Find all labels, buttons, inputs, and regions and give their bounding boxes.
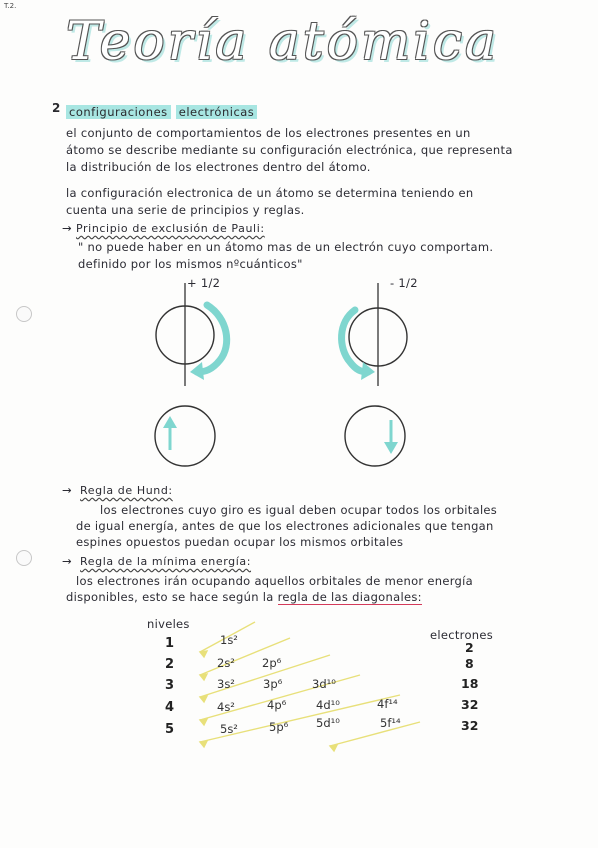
electrons-4: 32 <box>461 697 479 712</box>
electrons-header: electrones <box>430 628 494 642</box>
intro-line-1: el conjunto de comportamientos de los electrones presentes en un <box>66 126 471 140</box>
pauli-arrow: → <box>62 221 72 235</box>
electrons-2: 8 <box>465 656 474 671</box>
electron-spin-down <box>345 406 405 466</box>
para2-line-1: la configuración electronica de un átomo se determina teniendo en <box>66 186 474 200</box>
min-energy-arrow: → <box>62 554 72 568</box>
hund-text-3: espines opuestos puedan ocupar los mismos orbitales <box>76 535 404 549</box>
pauli-text-1: " no puede haber en un átomo mas de un electrón cuyo comportam. <box>78 240 494 254</box>
pauli-text-2: definido por los mismos nºcuánticos" <box>78 257 303 271</box>
electrons-5: 32 <box>461 718 479 733</box>
level-1: 1 <box>165 636 175 651</box>
orbital-5d: 5d¹⁰ <box>316 716 340 730</box>
orbital-3p: 3p⁶ <box>263 677 283 691</box>
level-3: 3 <box>165 678 175 693</box>
hund-arrow: → <box>62 483 72 497</box>
spin-down-circle <box>342 283 407 386</box>
pauli-title: Principio de exclusión de Pauli: <box>76 222 265 235</box>
electrons-1: 2 <box>465 640 474 655</box>
section-heading-word1: configuraciones <box>66 105 171 119</box>
level-2: 2 <box>165 657 175 672</box>
spin-minus-label: - 1/2 <box>390 276 418 290</box>
orbital-4p: 4p⁶ <box>267 698 287 712</box>
section-number: 2 <box>52 101 61 115</box>
level-5: 5 <box>165 722 175 737</box>
intro-line-3: la distribución de los electrones dentro del átomo. <box>66 160 371 174</box>
para2-line-2: cuenta una serie de principios y reglas. <box>66 203 305 217</box>
spin-plus-label: + 1/2 <box>187 276 221 290</box>
orbital-2p: 2p⁶ <box>262 656 282 670</box>
intro-line-2: átomo se describe mediante su configuración electrónica, que representa <box>66 143 513 157</box>
page-number: T.2. <box>4 2 17 10</box>
level-4: 4 <box>165 700 175 715</box>
electron-spin-up <box>155 406 215 466</box>
min-energy-text-1: los electrones irán ocupando aquellos orbitales de menor energía <box>76 574 474 588</box>
min-energy-title: Regla de la mínima energía: <box>80 555 252 568</box>
spin-up-circle <box>156 283 227 386</box>
orbital-1s: 1s² <box>220 633 238 647</box>
orbital-5s: 5s² <box>220 722 238 736</box>
min-energy-text-2-prefix: disponibles, esto se hace según la <box>66 590 274 604</box>
hund-title: Regla de Hund: <box>80 484 173 497</box>
section-heading-word2: electrónicas <box>176 105 258 119</box>
orbital-4s: 4s² <box>217 700 235 714</box>
orbital-5p: 5p⁶ <box>269 720 289 734</box>
orbital-3d: 3d¹⁰ <box>312 677 336 691</box>
orbital-4d: 4d¹⁰ <box>316 698 340 712</box>
electrons-3: 18 <box>461 676 479 691</box>
orbital-4f: 4f¹⁴ <box>377 697 398 711</box>
levels-header: niveles <box>147 617 190 631</box>
hund-text-1: los electrones cuyo giro es igual deben ocupar todos los orbitales <box>100 503 498 517</box>
min-energy-text-2 <box>66 590 422 604</box>
diagonal-rule-link: regla de las diagonales: <box>277 590 422 604</box>
orbital-2s: 2s² <box>217 656 235 670</box>
orbital-5f: 5f¹⁴ <box>380 716 401 730</box>
orbital-3s: 3s² <box>217 677 235 691</box>
page-title: Teoría atómica <box>66 12 500 72</box>
hund-text-2: de igual energía, antes de que los electrones adicionales que tengan <box>76 519 494 533</box>
